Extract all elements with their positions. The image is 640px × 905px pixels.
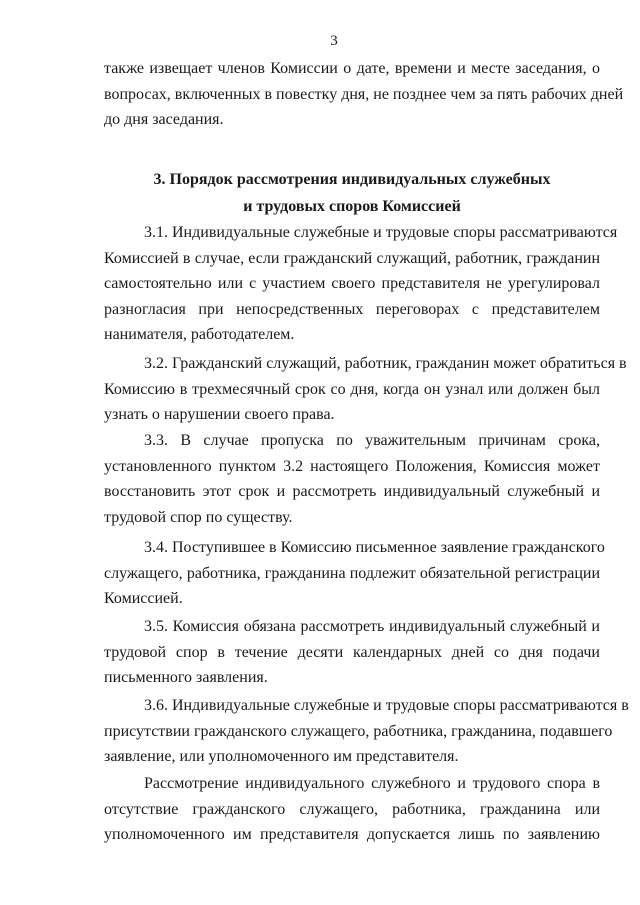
paragraph-3-6-continuation (104, 771, 600, 848)
heading-line: 3. Порядок рассмотрения индивидуальных служебных (153, 171, 551, 188)
text-line: Рассмотрение индивидуального служебного и трудового спора в (144, 775, 600, 792)
text-line: установленного пунктом 3.2 настоящего Положения, Комиссия может (104, 457, 600, 475)
text-line: до дня заседания. (104, 111, 224, 128)
text-line: 3.6. Индивидуальные служебные и трудовые споры рассматриваются в (144, 697, 629, 714)
text-line: Комиссию в трехмесячный срок со дня, когда он узнал или должен был (104, 380, 600, 398)
paragraph-3-6 (104, 693, 629, 770)
paragraph-3-3 (104, 428, 600, 530)
paragraph-3-1 (104, 220, 618, 348)
text-line: трудовой спор в течение десяти календарных дней со дня подачи (104, 643, 600, 661)
text-line: 3.4. Поступившее в Комиссию письменное заявление гражданского (144, 539, 605, 556)
text-line: 3.2. Гражданский служащий, работник, гражданин может обратиться в (144, 355, 627, 372)
text-line: 3.3. В случае пропуска по уважительным причинам срока, (144, 432, 600, 449)
text-line: уполномоченного им представителя допускается лишь по заявлению (104, 826, 600, 843)
text-line: Комиссией. (104, 590, 183, 607)
text-line: Комиссией в случае, если гражданский служащий, работник, гражданин (104, 249, 600, 267)
text-line: 3.5. Комиссия обязана рассмотреть индивидуальный служебный и (144, 618, 600, 635)
paragraph-3-4 (104, 535, 605, 612)
text-line: также извещает членов Комиссии о дате, времени и месте заседания, о (104, 60, 600, 77)
text-line: трудовой спор по существу. (104, 508, 293, 526)
text-line: разногласия при непосредственных переговорах с представителем (104, 300, 600, 318)
text-line: служащего, работника, гражданина подлежит обязательной регистрации (104, 564, 600, 582)
text-line: 3.1. Индивидуальные служебные и трудовые споры рассматриваются (144, 224, 618, 241)
text-line: отсутствие гражданского служащего, работника, гражданина или (104, 800, 600, 818)
text-line: узнать о нарушении своего права. (104, 406, 335, 423)
text-line: вопросах, включенных в повестку дня, не позднее чем за пять рабочих дней (104, 85, 624, 103)
intro-paragraph (104, 56, 624, 133)
heading-line: и трудовых споров Комиссией (243, 198, 461, 215)
text-line: нанимателя, работодателем. (104, 326, 295, 343)
text-line: самостоятельно или с участием своего представителя не урегулировал (104, 275, 600, 292)
text-line: восстановить этот срок и рассмотреть индивидуальный служебный и (104, 483, 600, 500)
paragraph-3-2 (104, 351, 627, 428)
text-line: заявление, или уполномоченного им представителя. (104, 748, 459, 765)
paragraph-3-5 (104, 614, 600, 691)
text-line: письменного заявления. (104, 669, 268, 686)
section-heading (104, 166, 600, 220)
text-line: присутствии гражданского служащего, работника, гражданина, подавшего (104, 722, 613, 740)
page-number: 3 (330, 33, 338, 49)
